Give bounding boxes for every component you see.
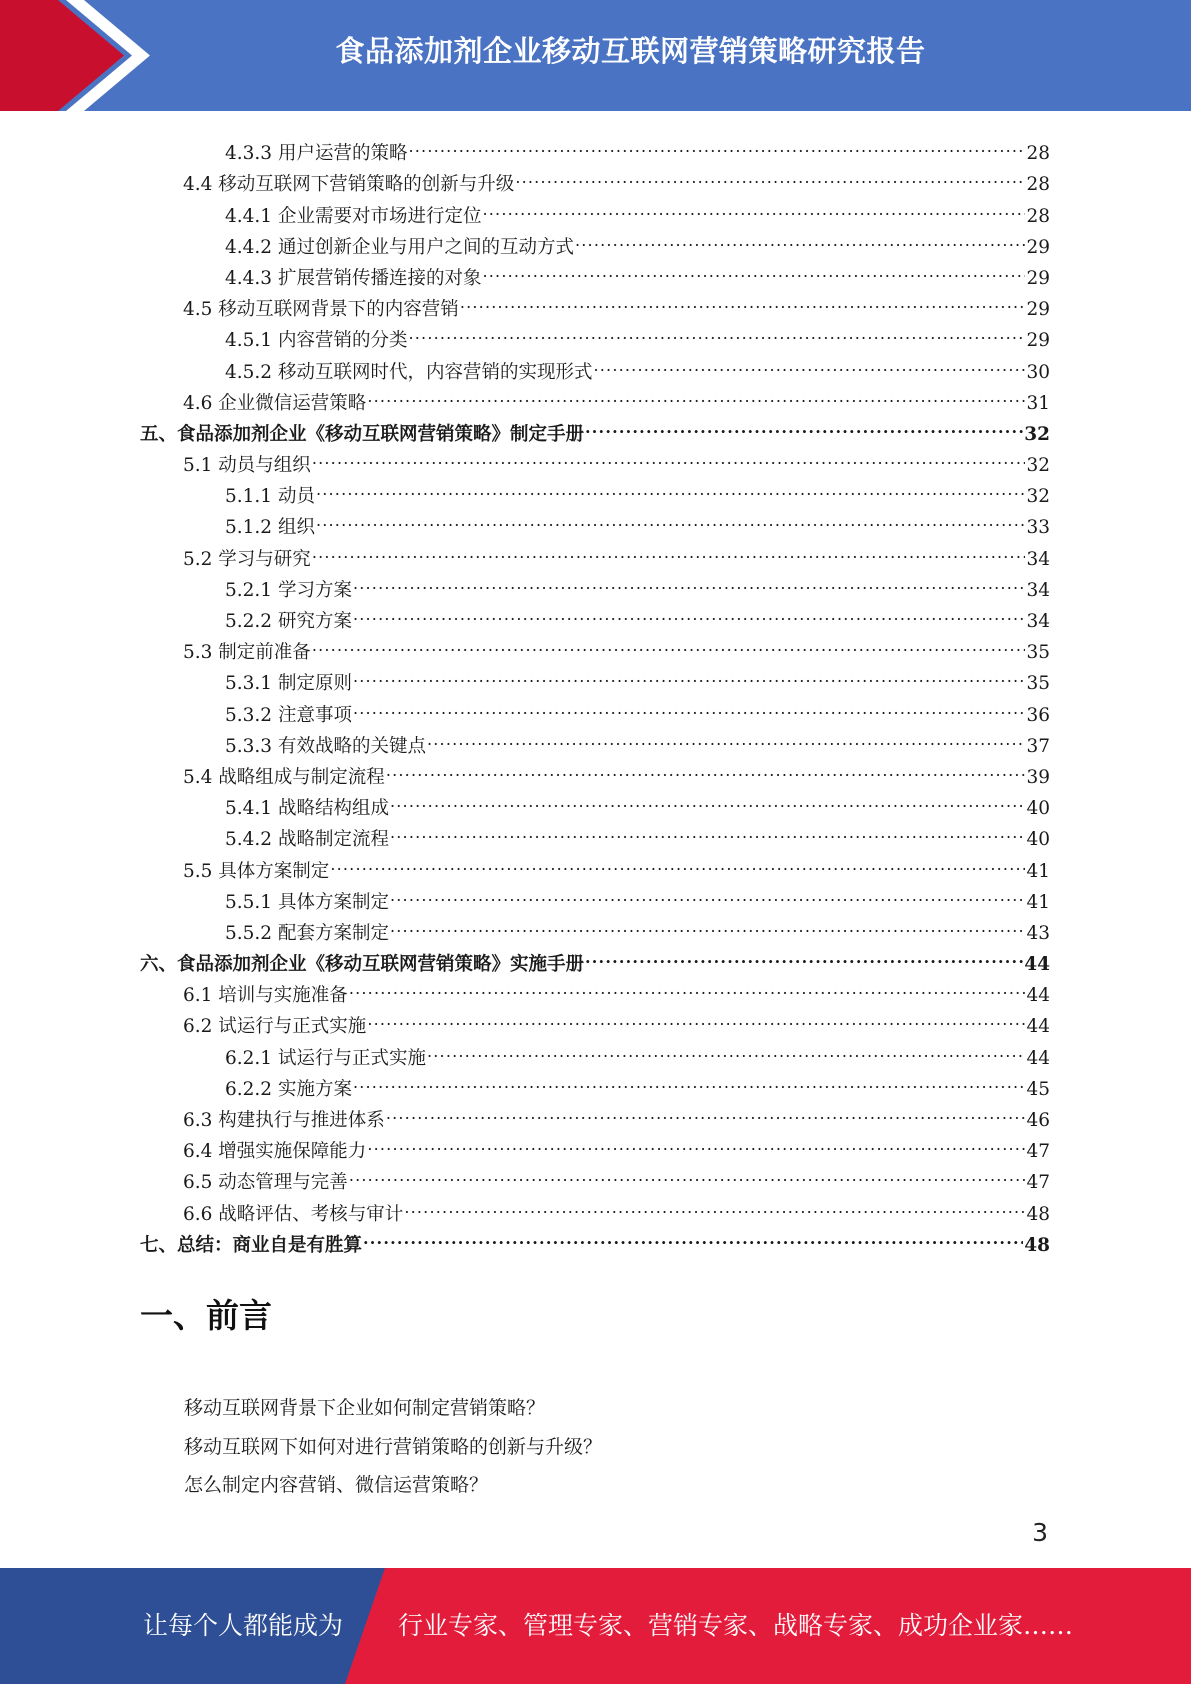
toc-dot-leader [482, 190, 1025, 221]
toc-entry-title: 4.6 企业微信运营策略 [183, 392, 367, 414]
toc-dot-leader [367, 378, 1025, 409]
toc-entry-title: 5.3 制定前准备 [183, 642, 311, 664]
toc-dot-leader [427, 1032, 1025, 1063]
toc-dot-leader [312, 533, 1026, 564]
toc-dot-leader [367, 1126, 1025, 1157]
toc-entry[interactable] [140, 128, 1050, 165]
toc-page-number: 35 [1026, 673, 1050, 695]
toc-dot-leader [427, 721, 1025, 752]
toc-page-number: 44 [1026, 985, 1050, 1007]
toc-dot-leader [408, 128, 1025, 159]
toc-dot-leader [353, 689, 1026, 720]
toc-page-number: 44 [1024, 954, 1050, 976]
toc-entry-title: 6.2 试运行与正式实施 [183, 1016, 367, 1038]
toc-entry-title: 5.3.3 有效战略的关键点 [225, 735, 426, 757]
toc-dot-leader [353, 565, 1026, 596]
toc-page-number: 43 [1026, 922, 1050, 944]
toc-dot-leader [353, 658, 1026, 689]
toc-page-number: 40 [1026, 798, 1050, 820]
intro-questions [184, 1389, 602, 1505]
toc-entry-title: 6.1 培训与实施准备 [183, 985, 348, 1007]
toc-dot-leader [330, 845, 1025, 876]
toc-entry-title: 4.3.3 用户运营的策略 [225, 143, 408, 165]
toc-entry-title: 七、总结：商业自是有胜算 [140, 1234, 363, 1256]
page-number: 3 [1032, 1518, 1048, 1547]
toc-dot-leader [386, 752, 1026, 783]
toc-entry-title: 5.3.1 制定原则 [225, 673, 352, 695]
page-header [0, 0, 1191, 111]
toc-dot-leader [353, 596, 1026, 627]
toc-entry-title: 5.1.2 组织 [225, 517, 315, 539]
toc-dot-leader [312, 627, 1026, 658]
toc-entry-title: 5.1.1 动员 [225, 486, 315, 508]
toc-entry-title: 5.2.1 学习方案 [225, 579, 352, 601]
toc-dot-leader [408, 315, 1025, 346]
toc-entry-title: 4.4.2 通过创新企业与用户之间的互动方式 [225, 236, 574, 258]
toc-dot-leader [575, 222, 1025, 253]
toc-page-number: 30 [1026, 361, 1050, 383]
intro-line: 移动互联网下如何对进行营销策略的创新与升级？ [184, 1435, 603, 1458]
toc-entry-title: 4.4.3 扩展营销传播连接的对象 [225, 267, 482, 289]
footer-slogan-left: 让每个人都能成为 [143, 1611, 344, 1640]
toc-page-number: 48 [1026, 1203, 1050, 1225]
toc-entry-title: 5.5.2 配套方案制定 [225, 922, 389, 944]
toc-page-number: 44 [1026, 1016, 1050, 1038]
toc-dot-leader [390, 908, 1025, 939]
toc-entry-title: 6.4 增强实施保障能力 [183, 1141, 367, 1163]
toc-page-number: 35 [1026, 642, 1050, 664]
toc-entry-title: 4.5.2 移动互联网时代，内容营销的实现形式 [225, 361, 593, 383]
toc-page-number: 47 [1026, 1141, 1050, 1163]
toc-page-number: 48 [1024, 1234, 1050, 1256]
toc-page-number: 28 [1026, 205, 1050, 227]
toc-dot-leader [386, 1095, 1026, 1126]
toc-entry-title: 6.2.1 试运行与正式实施 [225, 1047, 426, 1069]
toc-page-number: 37 [1026, 735, 1050, 757]
toc-entry-title: 6.2.2 实施方案 [225, 1078, 352, 1100]
toc-dot-leader [404, 1188, 1025, 1219]
table-of-contents [140, 128, 1050, 1256]
header-arrow-decoration [0, 0, 150, 111]
toc-page-number: 44 [1026, 1047, 1050, 1069]
toc-dot-leader [363, 1220, 1023, 1251]
footer-slogan-right: 行业专家、管理专家、营销专家、战略专家、成功企业家…… [398, 1611, 1074, 1640]
toc-page-number: 33 [1026, 517, 1050, 539]
toc-dot-leader [390, 814, 1025, 845]
toc-page-number: 32 [1026, 486, 1050, 508]
section-heading: 一、前言 [140, 1296, 272, 1335]
toc-page-number: 41 [1026, 860, 1050, 882]
toc-dot-leader [482, 253, 1025, 284]
toc-page-number: 31 [1026, 392, 1050, 414]
toc-dot-leader [390, 783, 1025, 814]
toc-page-number: 46 [1026, 1110, 1050, 1131]
toc-entry-title: 五、食品添加剂企业《移动互联网营销策略》制定手册 [140, 423, 585, 445]
toc-entry-title: 5.2 学习与研究 [183, 548, 311, 570]
toc-entry-title: 4.5.1 内容营销的分类 [225, 330, 408, 352]
toc-dot-leader [390, 877, 1025, 908]
toc-page-number: 34 [1026, 548, 1050, 570]
toc-dot-leader [593, 346, 1025, 377]
toc-page-number: 45 [1026, 1078, 1050, 1100]
toc-dot-leader [312, 440, 1026, 471]
toc-entry-title: 5.4 战略组成与制定流程 [183, 766, 385, 788]
intro-line: 移动互联网背景下企业如何制定营销策略？ [184, 1397, 546, 1419]
toc-page-number: 40 [1026, 829, 1050, 851]
toc-entry-title: 6.6 战略评估、考核与审计 [183, 1203, 404, 1225]
toc-entry-title: 六、食品添加剂企业《移动互联网营销策略》实施手册 [140, 954, 585, 976]
toc-entry-title: 5.3.2 注意事项 [225, 704, 352, 726]
toc-entry-title: 4.4.1 企业需要对市场进行定位 [225, 205, 482, 227]
toc-page-number: 32 [1024, 423, 1050, 445]
toc-dot-leader [349, 970, 1026, 1001]
toc-dot-leader [316, 502, 1026, 533]
toc-entry-title: 5.4.2 战略制定流程 [225, 829, 389, 851]
toc-entry-title: 6.3 构建执行与推进体系 [183, 1110, 385, 1131]
toc-entry-title: 5.4.1 战略结构组成 [225, 798, 389, 820]
toc-entry-title: 6.5 动态管理与完善 [183, 1172, 348, 1194]
toc-entry-title: 4.4 移动互联网下营销策略的创新与升级 [183, 174, 515, 196]
toc-dot-leader [353, 1064, 1026, 1095]
toc-entry-title: 5.5.1 具体方案制定 [225, 891, 389, 913]
toc-dot-leader [460, 284, 1026, 315]
toc-dot-leader [367, 1001, 1025, 1032]
toc-page-number: 36 [1026, 704, 1050, 726]
toc-page-number: 41 [1026, 891, 1050, 913]
toc-page-number: 34 [1026, 579, 1050, 601]
toc-entry-title: 5.1 动员与组织 [183, 455, 311, 477]
toc-page-number: 34 [1026, 611, 1050, 632]
toc-page-number: 29 [1026, 267, 1050, 289]
toc-dot-leader [585, 939, 1023, 970]
toc-page-number: 29 [1026, 236, 1050, 258]
page-footer [0, 1568, 1191, 1684]
intro-line: 怎么制定内容营销、微信运营策略？ [184, 1474, 489, 1496]
toc-dot-leader [349, 1157, 1026, 1188]
report-title: 食品添加剂企业移动互联网营销策略研究报告 [335, 34, 926, 68]
toc-page-number: 47 [1026, 1172, 1050, 1194]
toc-dot-leader [515, 159, 1025, 190]
toc-entry-title: 5.2.2 研究方案 [225, 611, 352, 632]
toc-dot-leader [316, 471, 1026, 502]
toc-dot-leader [585, 409, 1023, 440]
toc-page-number: 28 [1026, 174, 1050, 196]
toc-page-number: 39 [1026, 766, 1050, 788]
toc-page-number: 28 [1026, 143, 1050, 165]
toc-page-number: 32 [1026, 455, 1050, 477]
toc-entry-title: 5.5 具体方案制定 [183, 860, 330, 882]
toc-page-number: 29 [1026, 299, 1050, 321]
toc-entry-title: 4.5 移动互联网背景下的内容营销 [183, 299, 459, 321]
toc-page-number: 29 [1026, 330, 1050, 352]
